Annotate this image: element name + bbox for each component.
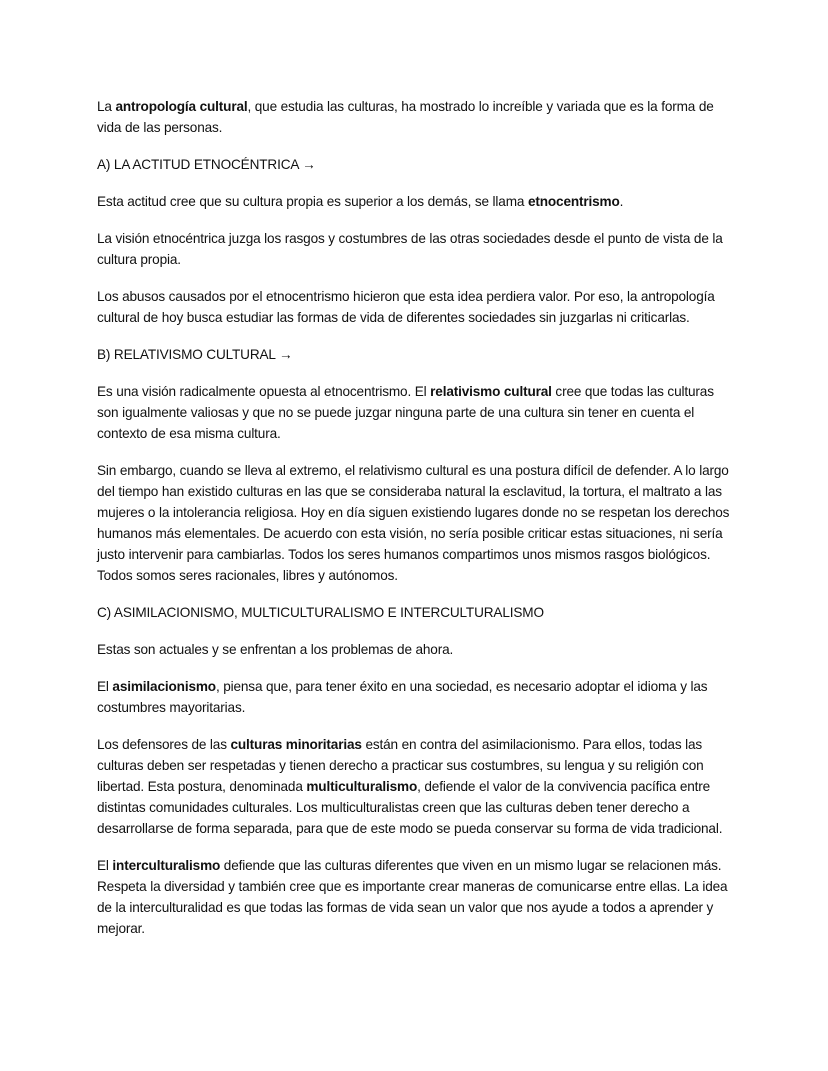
heading-relativismo: B) RELATIVISMO CULTURAL →	[97, 347, 293, 362]
heading-etnocentrica: A) LA ACTITUD ETNOCÉNTRICA →	[97, 157, 316, 172]
heading-asimilacionismo: C) ASIMILACIONISMO, MULTICULTURALISMO E INTERCULTURALISMO	[97, 605, 544, 620]
paragraph-interculturalismo	[97, 855, 737, 939]
bold-term: culturas minoritarias	[230, 737, 362, 752]
bold-term: asimilacionismo	[112, 679, 216, 694]
text: Los defensores de las	[97, 737, 231, 752]
text: Es una visión radicalmente opuesta al etnocentrismo. El	[97, 384, 431, 399]
text: están en contra del asimilacionismo. Para ellos, todas las culturas deben ser respetadas y tienen derecho a practicar sus costumbres, su lengua y su religión con libertad. Esta postura, denominada	[97, 737, 704, 794]
bold-term: etnocentrismo	[527, 194, 620, 209]
paragraph-relativismo-critica: Sin embargo, cuando se lleva al extremo, el relativismo cultural es una postura difícil de defender. A lo largo del tiempo han existido culturas en las que se consideraba natural la esclavitud, la tortura, el maltrato a las mujeres o la intolerancia religiosa. Hoy en día siguen existiendo lugares donde no se respetan los derechos humanos más elementales. De acuerdo con esta visión, no sería posible criticar estas situaciones, ni sería justo intervenir para cambiarlas. Todos los seres humanos compartimos unos mismos rasgos biológicos. Todos somos seres racionales, libres y autónomos.	[97, 463, 730, 583]
text: cree que todas las culturas son igualmente valiosas y que no se puede juzgar ninguna parte de una cultura sin tener en cuenta el contexto de esa misma cultura.	[97, 384, 714, 441]
document-body	[97, 96, 737, 955]
paragraph-actuales: Estas son actuales y se enfrentan a los problemas de ahora.	[97, 642, 454, 657]
text: La	[97, 99, 116, 114]
paragraph-abusos: Los abusos causados por el etnocentrismo hicieron que esta idea perdiera valor. Por eso, la antropología cultural de hoy busca estudiar las formas de vida de diferentes sociedades sin juzgarlas ni criticarlas.	[97, 289, 715, 325]
text: , piensa que, para tener éxito en una sociedad, es necesario adoptar el idioma y las costumbres mayoritarias.	[97, 679, 708, 715]
text: , defiende el valor de la convivencia pacífica entre distintas comunidades culturales. Los multiculturalistas creen que las culturas deben tener derecho a desarrollarse de forma separada, para que de este modo se pueda conservar su forma de vida tradicional.	[97, 779, 723, 836]
bold-term: multiculturalismo	[306, 779, 418, 794]
paragraph-intro	[97, 96, 737, 138]
text: .	[619, 194, 624, 209]
text: El	[97, 858, 113, 873]
bold-term: interculturalismo	[112, 858, 221, 873]
bold-term: antropología cultural	[115, 99, 248, 114]
text: Esta actitud cree que su cultura propia es superior a los demás, se llama	[97, 194, 528, 209]
paragraph-multiculturalismo	[97, 734, 737, 839]
text: El	[97, 679, 113, 694]
text: defiende que las culturas diferentes que viven en un mismo lugar se relacionen más. Respeta la diversidad y también cree que es importante crear maneras de comunicarse entre ellas. La idea de la interculturalidad es que todas las formas de vida sean un valor que nos ayude a todos a aprender y mejorar.	[97, 858, 728, 936]
paragraph-vision-etnocentrica: La visión etnocéntrica juzga los rasgos y costumbres de las otras sociedades desde el punto de vista de la cultura propia.	[97, 231, 723, 267]
bold-term: relativismo cultural	[430, 384, 552, 399]
paragraph-asimilacionismo	[97, 676, 737, 718]
text: , que estudia las culturas, ha mostrado lo increíble y variada que es la forma de vida de las personas.	[97, 99, 714, 135]
paragraph-etnocentrismo-def	[97, 191, 737, 212]
paragraph-relativismo-def	[97, 381, 737, 444]
